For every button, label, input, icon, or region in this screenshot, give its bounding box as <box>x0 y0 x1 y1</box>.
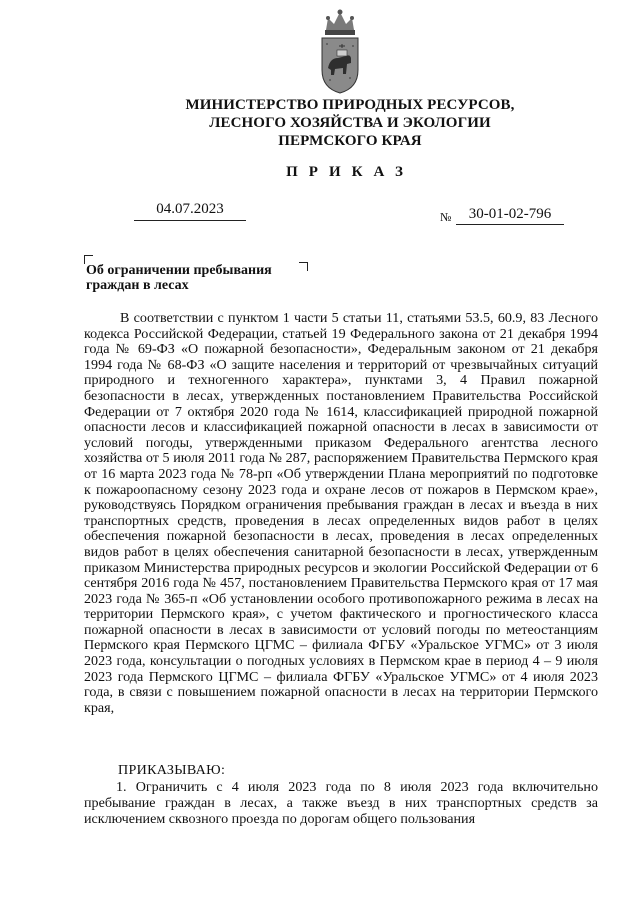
preamble-paragraph: В соответствии с пунктом 1 части 5 статьи 11, статьями 53.5, 60.9, 83 Лесного кодекса Российской Федерации, статьей 19 Федерального закона от 21 декабря 1994 года № 69-ФЗ «О пожарной безопасности», Федеральным законом от 21 декабря 1994 года № 68-ФЗ «О защите населения и территорий от чрезвычайных ситуаций природного и техногенного характера», пунктами 3, 4 Правил пожарной безопасности в лесах, утвержденных постановлением Правительства Российской Федерации от 7 октября 2020 года № 1614, классификацией природной пожарной опасности лесов и классификацией пожарной опасности в лесах в зависимости от условий погоды, утвержденными приказом Федерального агентства лесного хозяйства от 5 июля 2011 года № 287, распоряжением Правительства Пермского края от 16 марта 2023 года № 78-рп «Об утверждении Плана мероприятий по подготовке к пожароопасному сезону 2023 года и охране лесов от пожаров в Пермском крае», руководствуясь Порядком ограничения пребывания граждан в лесах и въезда в них транспортных средств, проведения в лесах определенных видов работ в целях обеспечения пожарной безопасности в лесах, проведения в лесах определенных видов работ в целях обеспечения санитарной безопасности в лесах, утвержденным приказом Министерства природных ресурсов и экологии Российской Федерации от 6 сентября 2016 года № 457, постановлением Правительства Пермского края от 17 мая 2023 года № 365-п «Об установлении особого противопожарного режима в лесах на территории Пермского края», с учетом фактического и прогностического класса пожарной опасности в лесах в зависимости от условий погоды по метеостанциям Пермского края Пермского ЦГМС – филиала ФГБУ «Уральское УГМС» от 3 июля 2023 года, консультации о погодных условиях в Пермском крае в период 4 – 9 июля 2023 года Пермского ЦГМС – филиала ФГБУ «Уральское УГМС» от 4 июля 2023 года, в связи с повышением пожарной опасности в лесах на территории Пермского края, <box>84 310 598 716</box>
ministry-line: МИНИСТЕРСТВО ПРИРОДНЫХ РЕСУРСОВ, <box>185 97 515 113</box>
document-type-title: ПРИКАЗ <box>286 164 414 180</box>
ministry-line: ПЕРМСКОГО КРАЯ <box>278 133 422 149</box>
document-number: 30-01-02-796 <box>456 206 564 225</box>
subject-bracket-right <box>299 262 308 271</box>
number-sign: № <box>440 210 452 224</box>
ministry-line: ЛЕСНОГО ХОЗЯЙСТВА И ЭКОЛОГИИ <box>209 115 491 131</box>
subject-line: граждан в лесах <box>86 278 189 293</box>
order-word: ПРИКАЗЫВАЮ: <box>118 762 226 778</box>
order-item-1 <box>84 779 598 827</box>
coat-of-arms-emblem <box>318 8 362 94</box>
ministry-name <box>150 96 550 150</box>
preamble-text <box>84 311 598 716</box>
order-item-text: 1. Ограничить с 4 июля 2023 года по 8 июля 2023 года включительно пребывание граждан в лесах, а также въезд в них транспортных средств за исключением сквозного проезда по дорогам общего пользования <box>84 779 598 827</box>
subject-line: Об ограничении пребывания <box>86 263 272 278</box>
document-date: 04.07.2023 <box>134 201 246 221</box>
document-subject <box>86 263 272 293</box>
